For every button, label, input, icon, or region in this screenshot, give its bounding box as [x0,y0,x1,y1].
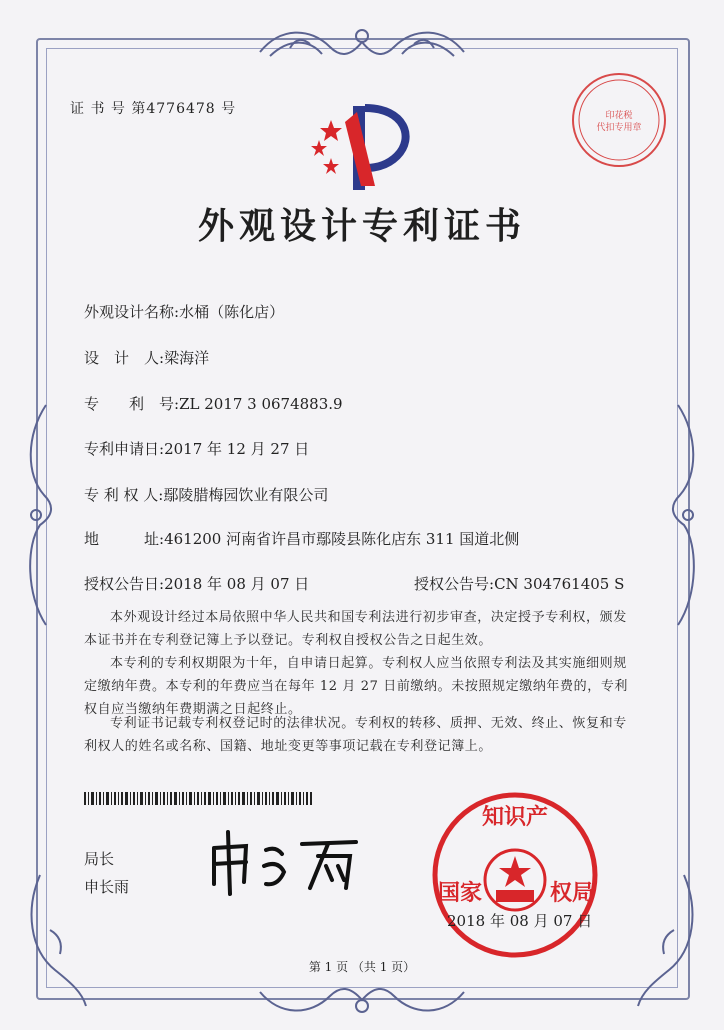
field-value: ZL 2017 3 0674883.9 [179,395,343,413]
field-label: 专利申请日: [84,440,165,458]
field-label: 地 址: [84,530,165,548]
tax-stamp [569,70,669,170]
grant-date-row [84,573,309,594]
paragraph-1: 本外观设计经过本局依照中华人民共和国专利法进行初步审查，决定授予专利权，颁发本证书并在专利登记簿上予以登记。专利权自授权公告之日起生效。 [84,610,627,648]
field-label: 授权公告日: [84,575,165,593]
field-value: 梁海洋 [164,349,210,367]
svg-text:权局: 权局 [549,880,595,906]
field-value: 461200 河南省许昌市鄢陵县陈化店东 311 国道北侧 [164,530,520,548]
field-value: 鄢陵腊梅园饮业有限公司 [163,486,329,504]
field-label: 设 计 人: [84,349,165,367]
seal-date: 2018 年 08 月 07 日 [447,912,593,930]
field-value: CN 304761405 S [494,575,625,593]
svg-text:代扣专用章: 代扣专用章 [596,123,642,133]
field-value: 2018 年 08 月 07 日 [164,575,310,593]
svg-text:知识产: 知识产 [481,804,549,830]
paragraph-3: 专利证书记载专利权登记时的法律状况。专利权的转移、质押、无效、终止、恢复和专利权人的姓名或名称、国籍、地址变更等事项记载在专利登记簿上。 [84,716,627,754]
patentee-row [84,484,328,505]
paragraph-2: 本专利的专利权期限为十年，自申请日起算。专利权人应当依照专利法及其实施细则规定缴纳年费。本专利的年费应当在每年 12 月 27 日前缴纳。未按照规定缴纳年费的，专利权自应当缴纳年费期满之日起终止。 [84,656,629,717]
designer-row [84,347,209,368]
filing-date-row [84,438,309,459]
signatory-title: 局长 [84,850,115,868]
svg-text:印花税: 印花税 [605,111,633,121]
barcode [84,792,312,805]
design-name-row [84,301,284,322]
field-label: 授权公告号: [414,575,495,593]
field-label: 专 利 号: [84,395,180,413]
bottom-ornament [250,978,474,1022]
address-row [84,528,519,549]
certificate-number: 证 书 号 第4776478 号 [70,101,237,117]
field-label: 专 利 权 人: [84,486,164,504]
top-ornament [250,22,474,72]
left-ornament [22,395,62,635]
patent-office-logo [305,100,417,196]
svg-text:国家: 国家 [437,880,483,906]
right-ornament [662,395,702,635]
signatory-name: 申长雨 [84,878,130,896]
certificate-title: 外观设计专利证书 [197,205,526,247]
official-seal [430,790,600,960]
handwritten-signature [200,826,370,898]
announcement-number-row [414,573,624,594]
corner-ornament-bottom-right [634,870,704,1010]
corner-ornament-bottom-left [20,870,90,1010]
patent-number-row [84,393,343,414]
field-value: 2017 年 12 月 27 日 [164,440,310,458]
page-footer: 第 1 页 （共 1 页） [308,960,416,974]
field-value: 水桶（陈化店） [179,303,285,321]
field-label: 外观设计名称: [84,303,180,321]
